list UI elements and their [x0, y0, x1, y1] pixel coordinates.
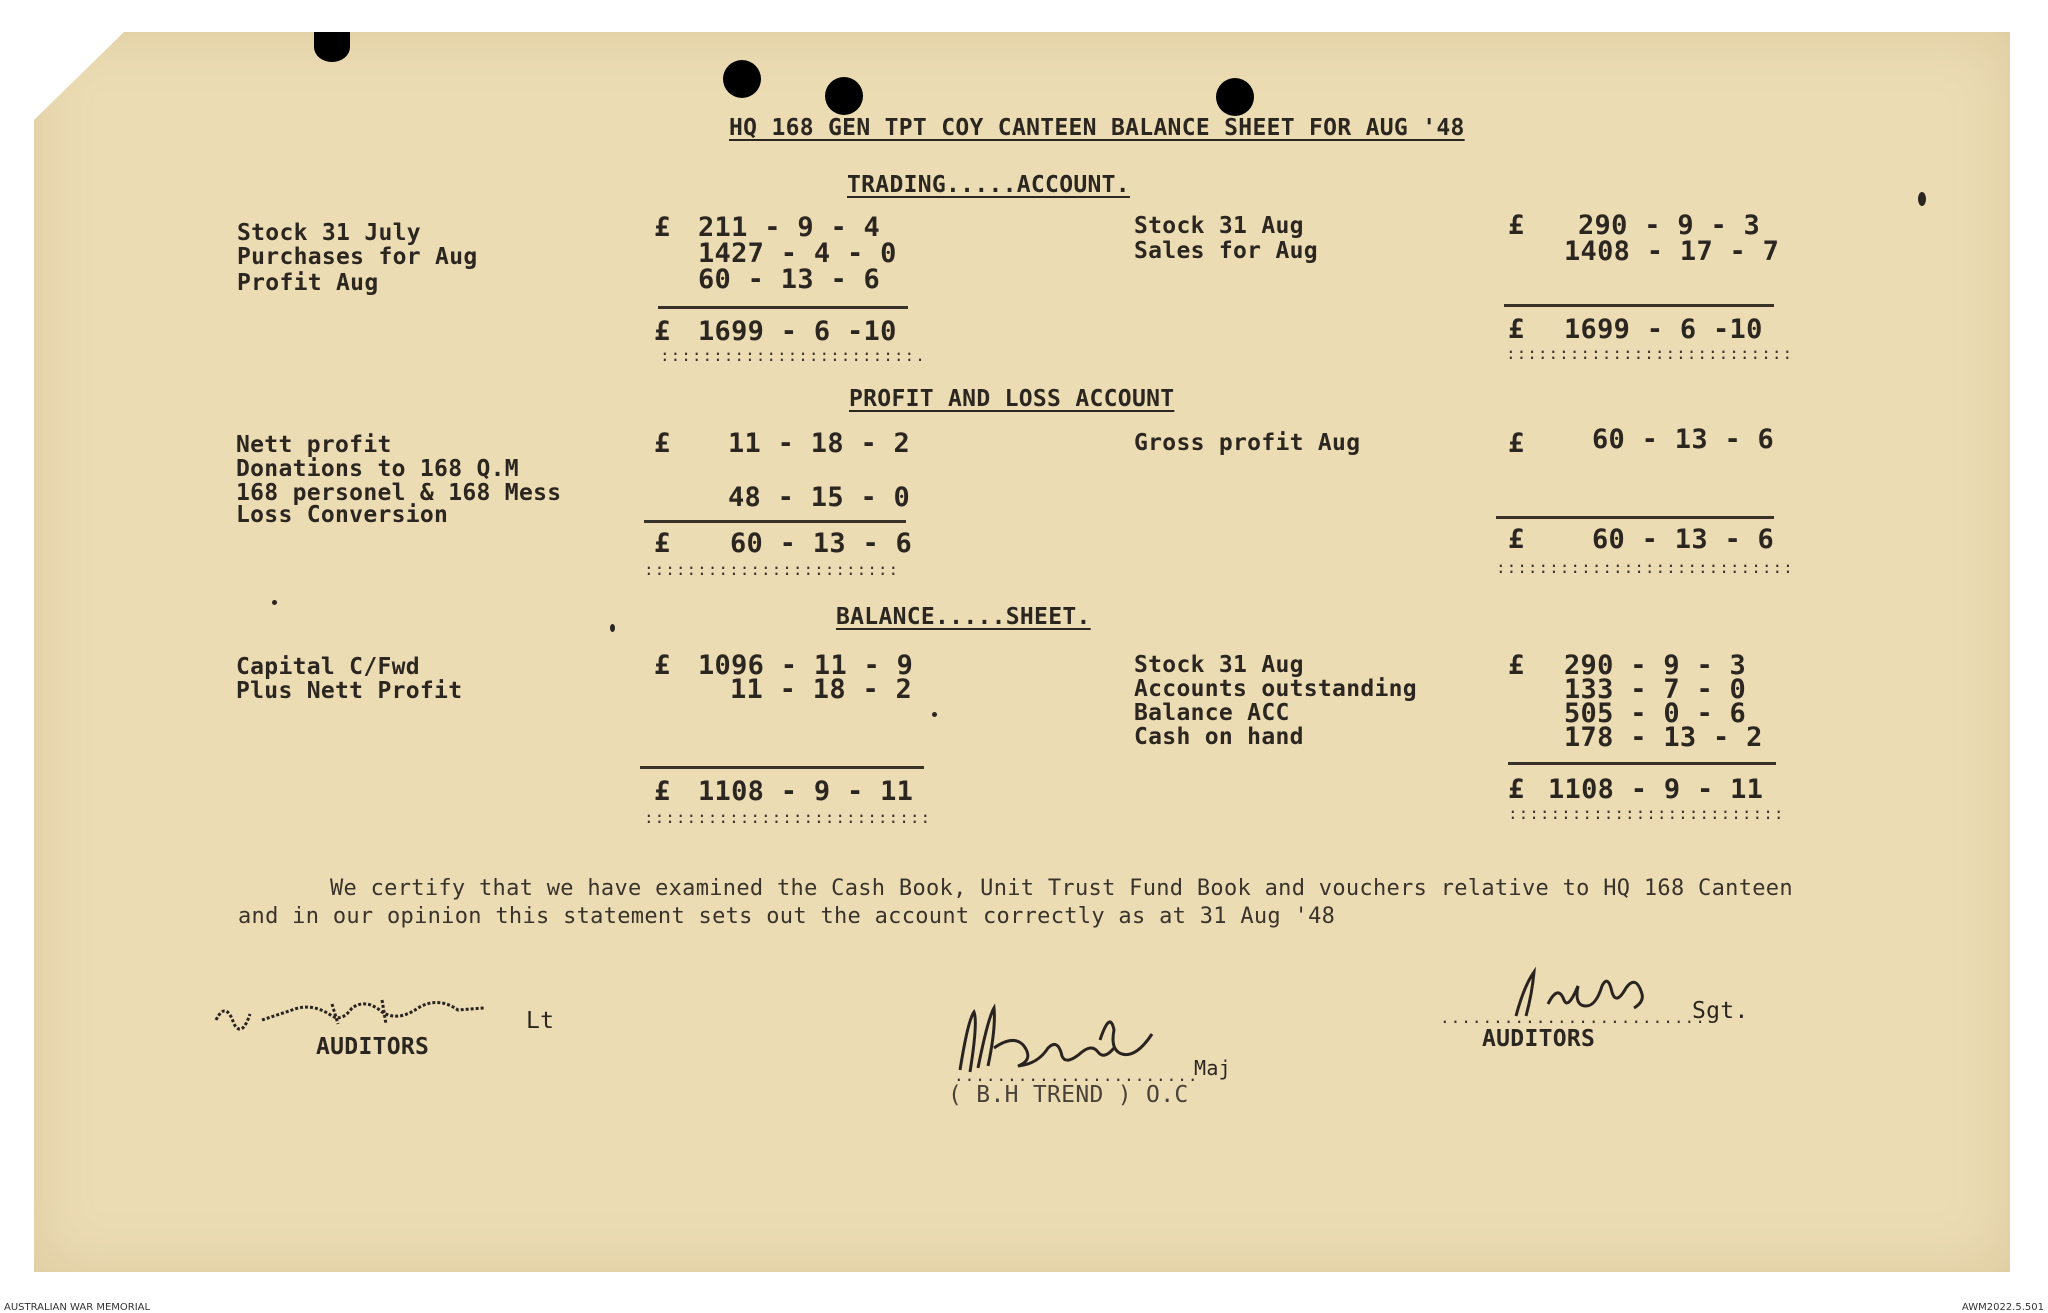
double-underline: ::::::::::::::::::::::::::::: [1496, 558, 1794, 577]
center-signatory-rank: Maj: [1194, 1056, 1232, 1080]
double-underline: ::::::::::::::::::::::::.: [660, 346, 926, 365]
balance-right-label: Cash on hand: [1134, 724, 1304, 750]
profit-loss-heading: PROFIT AND LOSS ACCOUNT: [849, 386, 1175, 412]
right-signatory-rank: Sgt.: [1692, 998, 1749, 1024]
trading-left-value: 60 - 13 - 6: [698, 264, 881, 295]
balance-left-label: Plus Nett Profit: [236, 678, 463, 704]
punch-hole: [825, 77, 863, 115]
balance-right-label: Accounts outstanding: [1134, 676, 1417, 702]
certification-line: and in our opinion this statement sets out the account correctly as at 31 Aug '48: [238, 904, 1336, 929]
balance-right-label: Stock 31 Aug: [1134, 652, 1304, 678]
stain-mark: [272, 600, 277, 605]
currency-symbol: £: [654, 316, 671, 347]
balance-right-label: Balance ACC: [1134, 700, 1290, 726]
balance-right-value: 133 - 7 - 0: [1564, 674, 1747, 705]
balance-left-total: 1108 - 9 - 11: [698, 776, 914, 807]
balance-left-value: 11 - 18 - 2: [730, 674, 913, 705]
trading-left-label: Purchases for Aug: [237, 244, 478, 270]
double-underline: :::::::::::::::::::::::::::: [1506, 344, 1794, 363]
balance-left-value: 1096 - 11 - 9: [698, 650, 914, 681]
pl-right-value: 60 - 13 - 6: [1592, 424, 1775, 455]
currency-symbol: £: [1508, 428, 1525, 459]
balance-heading: BALANCE.....SHEET.: [836, 604, 1091, 630]
total-rule: [640, 766, 924, 769]
trading-right-label: Sales for Aug: [1134, 238, 1318, 264]
trading-left-label: Stock 31 July: [237, 220, 421, 246]
pl-left-label: Donations to 168 Q.M: [236, 456, 519, 482]
left-auditors-label: AUDITORS: [316, 1034, 430, 1060]
pl-left-value: 11 - 18 - 2: [728, 428, 911, 459]
stain-mark: [610, 624, 615, 632]
total-rule: [1508, 762, 1776, 765]
punch-hole: [723, 60, 761, 98]
double-underline: ::::::::::::::::::::::::::: [1508, 804, 1785, 823]
trading-right-value: 290 - 9 - 3: [1578, 210, 1761, 241]
stain-mark: [932, 712, 937, 717]
currency-symbol: £: [1508, 774, 1525, 805]
trading-right-value: 1408 - 17 - 7: [1564, 236, 1780, 267]
trading-right-total: 1699 - 6 -10: [1564, 314, 1763, 345]
page-title: HQ 168 GEN TPT COY CANTEEN BALANCE SHEET FOR AUG '48: [729, 115, 1465, 141]
punch-hole: [1216, 78, 1254, 116]
signature-line: .......................: [954, 1066, 1199, 1085]
total-rule: [644, 520, 906, 523]
currency-symbol: £: [654, 428, 671, 459]
currency-symbol: £: [1508, 210, 1525, 241]
double-underline: ::::::::::::::::::::::::: [644, 560, 900, 579]
currency-symbol: £: [654, 650, 671, 681]
total-rule: [1504, 304, 1774, 307]
trading-heading: TRADING.....ACCOUNT.: [847, 172, 1130, 198]
balance-right-value: 178 - 13 - 2: [1564, 722, 1763, 753]
trading-left-total: 1699 - 6 -10: [698, 316, 897, 347]
balance-right-total: 1108 - 9 - 11: [1548, 774, 1764, 805]
pl-left-label: Loss Conversion: [236, 502, 449, 528]
pl-left-label: 168 personel & 168 Mess: [236, 480, 562, 506]
pl-right-label: Gross profit Aug: [1134, 430, 1361, 456]
stain-mark: [1918, 192, 1926, 206]
balance-right-value: 505 - 0 - 6: [1564, 698, 1747, 729]
right-auditors-label: AUDITORS: [1482, 1026, 1596, 1052]
left-signatory-rank: Lt: [526, 1008, 555, 1034]
total-rule: [1496, 516, 1774, 519]
trading-left-label: Profit Aug: [237, 270, 379, 296]
signature-scribble: [212, 990, 512, 1040]
pl-right-total: 60 - 13 - 6: [1592, 524, 1775, 555]
pl-left-total: 60 - 13 - 6: [730, 528, 913, 559]
currency-symbol: £: [1508, 314, 1525, 345]
certification-line: We certify that we have examined the Cash Book, Unit Trust Fund Book and vouchers relative to HQ 168 Canteen: [330, 876, 1793, 901]
trading-right-label: Stock 31 Aug: [1134, 213, 1304, 239]
trading-left-value: 211 - 9 - 4: [698, 212, 881, 243]
total-rule: [658, 306, 908, 309]
pl-left-label: Nett profit: [236, 432, 392, 458]
center-signatory-name: ( B.H TREND ) O.C: [948, 1082, 1189, 1108]
trading-left-value: 1427 - 4 - 0: [698, 238, 897, 269]
currency-symbol: £: [654, 212, 671, 243]
footer-credit: AUSTRALIAN WAR MEMORIAL: [4, 1302, 151, 1313]
footer-accession-number: AWM2022.5.501: [1961, 1302, 2044, 1313]
punch-hole: [314, 32, 350, 62]
balance-right-value: 290 - 9 - 3: [1564, 650, 1747, 681]
balance-left-label: Capital C/Fwd: [236, 654, 420, 680]
signature-line: .........................: [1440, 1008, 1706, 1027]
pl-left-value: 48 - 15 - 0: [728, 482, 911, 513]
currency-symbol: £: [1508, 650, 1525, 681]
currency-symbol: £: [1508, 524, 1525, 555]
currency-symbol: £: [654, 528, 671, 559]
currency-symbol: £: [654, 776, 671, 807]
double-underline: :::::::::::::::::::::::::::: [644, 808, 932, 827]
